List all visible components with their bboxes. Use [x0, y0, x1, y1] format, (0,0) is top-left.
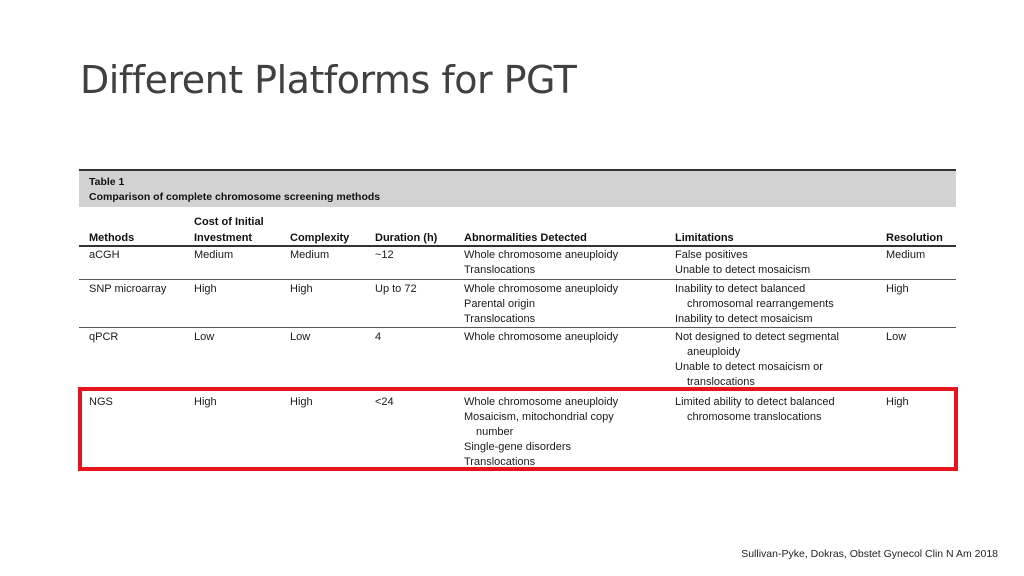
cell-cost: High: [194, 396, 217, 408]
header-cost-line2: Investment: [194, 232, 253, 244]
header-abnormalities: Abnormalities Detected: [464, 232, 587, 244]
row-divider: [79, 279, 956, 280]
cell-complexity: Low: [290, 331, 311, 343]
cell-cost: Medium: [194, 249, 234, 261]
header-resolution: Resolution: [886, 232, 943, 244]
abnormality-line: Whole chromosome aneuploidy: [464, 283, 619, 295]
limitation-line: Not designed to detect segmental: [675, 331, 839, 343]
cell-limitations: [675, 248, 810, 278]
cell-method: SNP microarray: [89, 283, 167, 295]
abnormality-line: Mosaicism, mitochondrial copy: [464, 411, 614, 423]
table-caption-band: [79, 171, 956, 207]
cell-complexity: High: [290, 396, 313, 408]
header-rule: [79, 245, 956, 247]
cell-method: aCGH: [89, 249, 120, 261]
cell-duration: 4: [375, 331, 382, 343]
cell-resolution: High: [886, 396, 909, 408]
table-caption: Comparison of complete chromosome screening methods: [89, 191, 381, 203]
limitation-line: Unable to detect mosaicism: [675, 264, 811, 276]
abnormality-line: Whole chromosome aneuploidy: [464, 396, 619, 408]
abnormality-line: Translocations: [464, 264, 536, 276]
cell-resolution: Low: [886, 331, 907, 343]
limitation-line: Limited ability to detect balanced: [675, 396, 835, 408]
cell-duration: <24: [375, 396, 394, 408]
limitation-line: Unable to detect mosaicism or: [675, 361, 823, 373]
cell-limitations: [675, 395, 835, 425]
cell-limitations: [675, 282, 834, 327]
cell-complexity: High: [290, 283, 313, 295]
header-complexity: Complexity: [290, 232, 350, 244]
slide-title: Different Platforms for PGT: [80, 58, 577, 102]
citation: Sullivan-Pyke, Dokras, Obstet Gynecol Clin N Am 2018: [741, 548, 998, 560]
limitation-line: translocations: [687, 376, 755, 388]
abnormality-line: Whole chromosome aneuploidy: [464, 331, 619, 343]
cell-resolution: High: [886, 283, 909, 295]
limitation-line: Inability to detect balanced: [675, 283, 806, 295]
limitation-line: Inability to detect mosaicism: [675, 313, 813, 325]
cell-cost: Low: [194, 331, 215, 343]
limitation-line: False positives: [675, 249, 748, 261]
cell-abnormalities: [464, 248, 618, 278]
abnormality-line: number: [476, 426, 514, 438]
cell-resolution: Medium: [886, 249, 926, 261]
cell-limitations: [675, 330, 839, 390]
cell-method: qPCR: [89, 331, 119, 343]
abnormality-line: Whole chromosome aneuploidy: [464, 249, 619, 261]
cell-duration: ~12: [375, 249, 394, 261]
cell-abnormalities: [464, 282, 618, 327]
row-divider: [79, 327, 956, 328]
header-methods: Methods: [89, 232, 135, 244]
cell-complexity: Medium: [290, 249, 330, 261]
abnormality-line: Translocations: [464, 313, 536, 325]
abnormality-line: Parental origin: [464, 298, 535, 310]
row-divider: [79, 390, 956, 391]
abnormality-line: Translocations: [464, 456, 536, 468]
table-number: Table 1: [89, 176, 125, 188]
header-cost-line1: Cost of Initial: [194, 216, 264, 228]
cell-method: NGS: [89, 396, 113, 408]
abnormality-line: Single-gene disorders: [464, 441, 572, 453]
cell-duration: Up to 72: [375, 283, 417, 295]
cell-abnormalities: [464, 330, 618, 345]
comparison-table: [79, 169, 956, 467]
header-limitations: Limitations: [675, 232, 734, 244]
cell-cost: High: [194, 283, 217, 295]
header-duration: Duration (h): [375, 232, 438, 244]
limitation-line: chromosomal rearrangements: [687, 298, 834, 310]
limitation-line: chromosome translocations: [687, 411, 822, 423]
cell-abnormalities: [464, 395, 618, 470]
limitation-line: aneuploidy: [687, 346, 741, 358]
